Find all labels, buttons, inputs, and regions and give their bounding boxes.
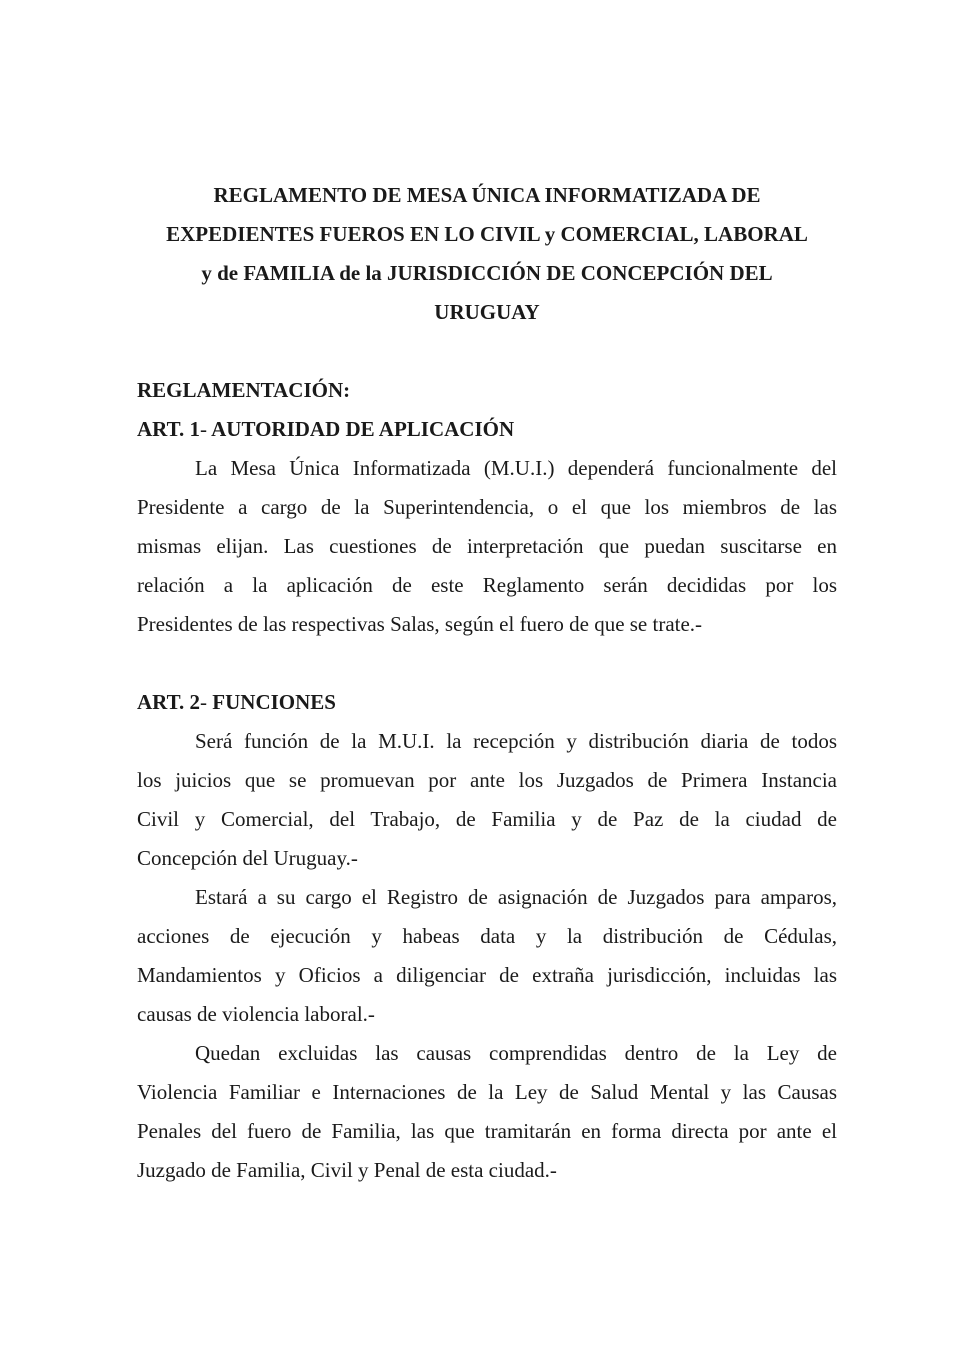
title-line: EXPEDIENTES FUEROS EN LO CIVIL y COMERCIAL, LABORAL [166,222,808,246]
title-line: REGLAMENTO DE MESA ÚNICA INFORMATIZADA DE [213,183,761,207]
paragraph-line: Presidente a cargo de la Superintendencia, o el que los miembros de las [137,495,837,519]
paragraph-line: mismas elijan. Las cuestiones de interpretación que puedan suscitarse en [137,534,837,558]
title-line: URUGUAY [434,300,540,324]
paragraph-line: La Mesa Única Informatizada (M.U.I.) dependerá funcionalmente del [195,456,837,480]
document-page [137,176,837,1190]
article-2-paragraph-3 [137,1034,837,1190]
paragraph-line: causas de violencia laboral.- [137,1002,375,1026]
article-number: ART. 1 [137,417,201,441]
article-title: AUTORIDAD DE APLICACIÓN [207,417,515,441]
paragraph-line: Concepción del Uruguay.- [137,846,358,870]
paragraph-line: Juzgado de Familia, Civil y Penal de esta ciudad.- [137,1158,557,1182]
article-2-paragraph-1 [137,722,837,878]
article-1-paragraph-1 [137,449,837,644]
section-heading: REGLAMENTACIÓN: [137,378,351,402]
document-title [137,176,837,332]
article-2-heading [137,683,837,722]
article-number: ART. 2 [137,690,201,714]
article-2-paragraph-2 [137,878,837,1034]
paragraph-line: Violencia Familiar e Internaciones de la Ley de Salud Mental y las Causas [137,1080,837,1104]
paragraph-line: Será función de la M.U.I. la recepción y distribución diaria de todos [195,729,837,753]
paragraph-line: relación a la aplicación de este Reglamento serán decididas por los [137,573,837,597]
article-dash: - [200,690,208,714]
paragraph-line: acciones de ejecución y habeas data y la distribución de Cédulas, [137,924,837,948]
paragraph-line: Civil y Comercial, del Trabajo, de Familia y de Paz de la ciudad de [137,807,837,831]
paragraph-line: los juicios que se promuevan por ante los Juzgados de Primera Instancia [137,768,837,792]
paragraph-line: Quedan excluidas las causas comprendidas dentro de la Ley de [195,1041,837,1065]
article-title: FUNCIONES [207,690,336,714]
paragraph-line: Presidentes de las respectivas Salas, según el fuero de que se trate.- [137,612,703,636]
article-1-heading [137,410,837,449]
paragraph-line: Penales del fuero de Familia, las que tramitarán en forma directa por ante el [137,1119,837,1143]
title-line: y de FAMILIA de la JURISDICCIÓN DE CONCEPCIÓN DEL [201,261,773,285]
paragraph-line: Estará a su cargo el Registro de asignación de Juzgados para amparos, [195,885,837,909]
article-dash: - [200,417,208,441]
paragraph-line: Mandamientos y Oficios a diligenciar de extraña jurisdicción, incluidas las [137,963,837,987]
